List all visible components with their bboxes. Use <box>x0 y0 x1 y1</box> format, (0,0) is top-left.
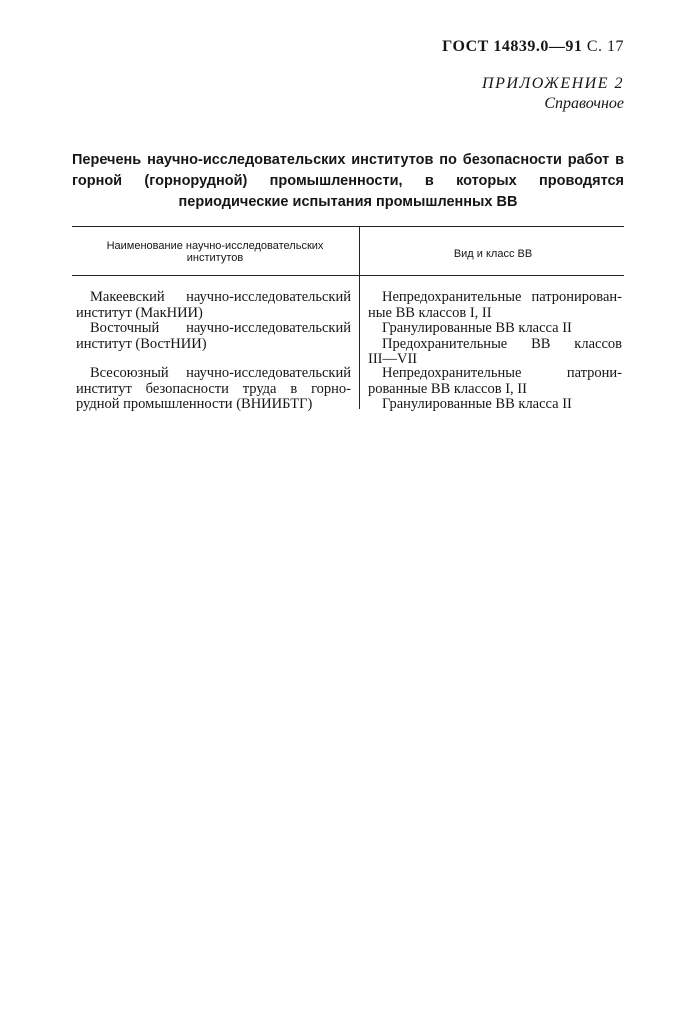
table-cell-explosive <box>368 366 622 413</box>
table-header-institute: Наименование научно-исследовательских институтов <box>106 240 324 264</box>
cell-line: Всесоюзный научно-исследовательский <box>90 365 351 381</box>
cell-line: ные ВВ классов I, II <box>368 304 492 321</box>
appendix-block <box>482 74 624 114</box>
appendix-title: ПРИЛОЖЕНИЕ 2 <box>482 75 624 92</box>
cell-line: институт (ВостНИИ) <box>76 335 207 352</box>
document-title: Перечень научно-исследовательских институтов по безопасности работ в горной (горнорудной) промышленности, в которых проводятся периодические испытания промышленных ВВ <box>72 152 624 210</box>
cell-line: рудной промышленности (ВНИИБТГ) <box>76 396 313 412</box>
cell-line: рованные ВВ классов I, II <box>368 380 527 397</box>
table-cell-explosive <box>368 321 622 368</box>
cell-line: Макеевский научно-исследовательский <box>90 289 351 305</box>
table-top-rule <box>72 226 624 227</box>
cell-line: III—VII <box>368 351 418 367</box>
page-header <box>442 38 624 56</box>
table-cell-explosive <box>368 290 622 321</box>
page-number: С. 17 <box>586 38 624 55</box>
cell-line: Гранулированные ВВ класса II <box>382 396 572 412</box>
table-cell-institute <box>76 321 351 352</box>
cell-line: Восточный научно-исследовательский <box>90 320 351 336</box>
cell-line: Непредохранительные патрони- <box>382 365 622 381</box>
standard-number: ГОСТ 14839.0—91 <box>442 38 583 55</box>
cell-line: Непредохранительные патронирован- <box>382 289 622 305</box>
cell-line: Гранулированные ВВ класса II <box>382 320 572 336</box>
table-cell-institute <box>76 290 351 321</box>
table-cell-institute <box>76 366 351 413</box>
appendix-subtitle: Справочное <box>544 95 624 112</box>
cell-line: институт безопасности труда в горно- <box>76 380 351 397</box>
cell-line: Предохранительные ВВ классов <box>382 335 622 352</box>
table-header-rule <box>72 275 624 276</box>
table-header-explosive: Вид и класс ВВ <box>453 248 533 260</box>
table-column-divider <box>359 227 360 409</box>
cell-line: институт (МакНИИ) <box>76 304 203 321</box>
